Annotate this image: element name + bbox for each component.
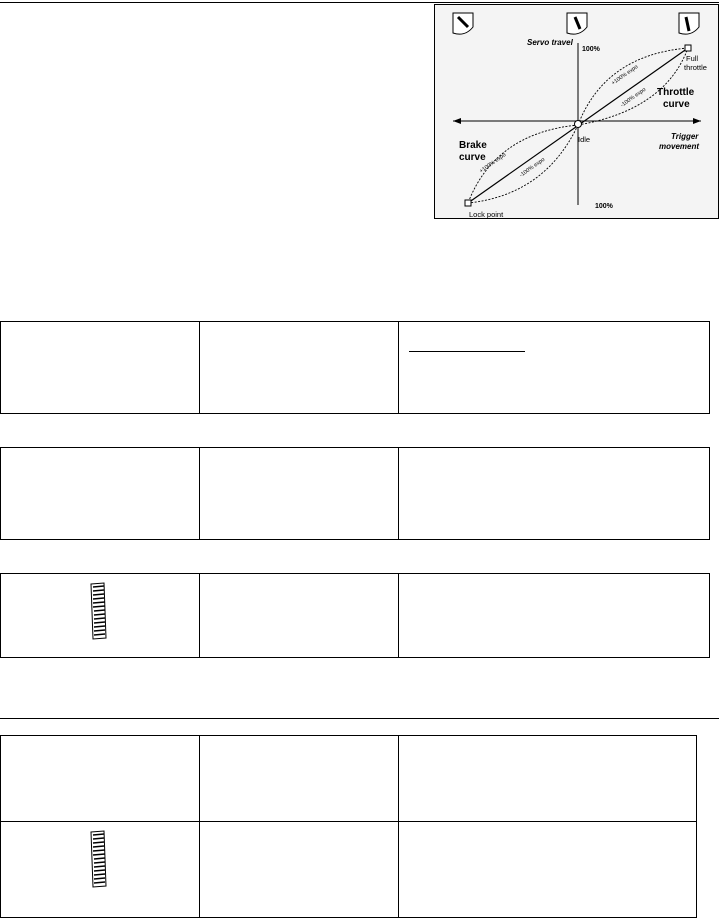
table-cell xyxy=(399,822,697,918)
underline-stub xyxy=(409,351,525,352)
grip-icon xyxy=(89,582,107,640)
brake-curve-label-2: curve xyxy=(459,152,486,163)
table-row xyxy=(1,736,697,822)
lock-point-marker xyxy=(465,200,471,206)
idle-point xyxy=(575,121,582,128)
table-cell xyxy=(200,736,399,822)
trigger-label-1: Trigger xyxy=(671,132,699,141)
expo-label-throttle-positive: +100% expo xyxy=(610,64,640,87)
trigger-left-icon xyxy=(453,13,473,34)
table-3 xyxy=(0,573,710,658)
brake-curve-label-1: Brake xyxy=(459,140,487,151)
full-throttle-label-1: Full xyxy=(686,54,699,63)
idle-label: Idle xyxy=(578,135,591,144)
table-row xyxy=(1,822,697,918)
throttle-curve-label-1: Throttle xyxy=(657,87,695,98)
lock-point-label: Lock point xyxy=(469,210,504,219)
table-2 xyxy=(0,447,710,540)
top-rule xyxy=(0,2,719,3)
table-1 xyxy=(0,321,710,414)
table-cell xyxy=(200,322,399,414)
table-4 xyxy=(0,735,697,918)
trigger-label-2: movement xyxy=(659,142,700,151)
table-cell xyxy=(1,736,200,822)
table-row xyxy=(1,574,710,658)
table-cell xyxy=(399,574,710,658)
expo-label-brake-negative: -100% expo xyxy=(518,156,547,179)
table-cell xyxy=(1,322,200,414)
full-throttle-point xyxy=(685,45,691,51)
table-cell xyxy=(200,448,399,540)
table-row xyxy=(1,448,710,540)
table-cell xyxy=(1,448,200,540)
table-cell xyxy=(399,736,697,822)
full-throttle-label-2: throttle xyxy=(684,63,707,72)
table-cell xyxy=(399,448,710,540)
table-cell xyxy=(1,574,200,658)
curve-diagram-svg xyxy=(435,5,719,219)
servo-travel-label: Servo travel xyxy=(527,38,573,47)
expo-label-brake-positive: +100% expo xyxy=(478,152,508,175)
grip-icon xyxy=(89,830,107,888)
table-cell xyxy=(200,822,399,918)
table-cell xyxy=(200,574,399,658)
expo-label-throttle-negative: -100% expo xyxy=(619,86,648,109)
top-percent-label: 100% xyxy=(582,46,600,53)
trigger-right-icon xyxy=(679,13,699,34)
curve-diagram xyxy=(434,4,719,219)
trigger-center-icon xyxy=(567,13,587,34)
throttle-curve-label-2: curve xyxy=(663,99,690,110)
bottom-percent-label: 100% xyxy=(595,203,613,210)
table-cell xyxy=(1,822,200,918)
section-rule xyxy=(0,718,719,719)
table-cell xyxy=(399,322,710,414)
table-row xyxy=(1,322,710,414)
